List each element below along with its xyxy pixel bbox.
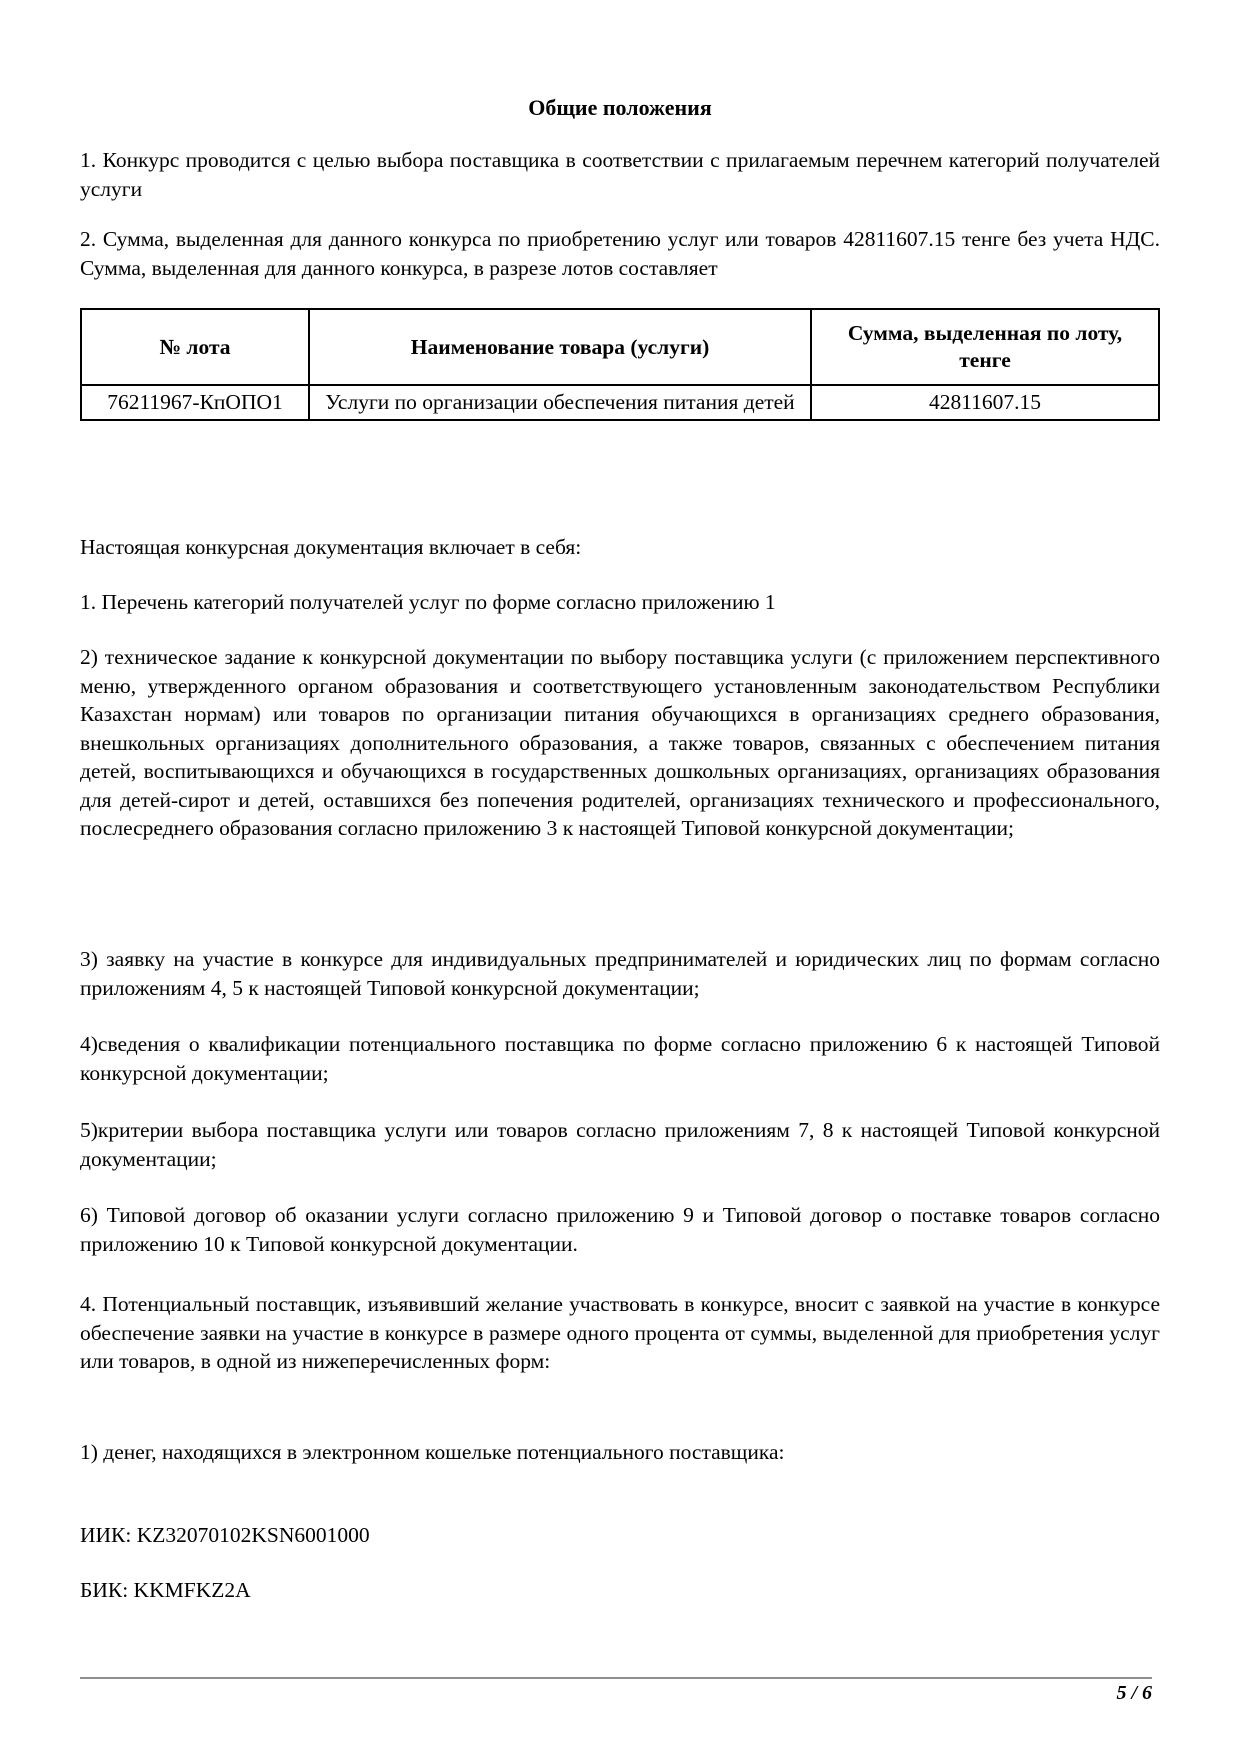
paragraph-supplier-deposit: 4. Потенциальный поставщик, изъявивший желание участвовать в конкурсе, вносит с заявкой на участие в конкурсе обеспечение заявки на участие в конкурсе в размере одного процента от суммы, выделенной для приобретения услуг или товаров, в одной из нижеперечисленных форм: bbox=[80, 1292, 1160, 1373]
paragraph-bik: БИК: KKMFKZ2A bbox=[80, 1578, 251, 1602]
paragraph-item-2: 2) техническое задание к конкурсной документации по выбору поставщика услуги (с приложением перспективного меню, утвержденного органом образования и соответствующего установленным законодательством Республики Казахстан нормам) или товаров по организации питания обучающихся в организациях среднего образования, внешкольных организациях дополнительного образования, а также товаров, связанных с обеспечением питания детей, воспитывающихся и обучающихся в государственных дошкольных организациях, организациях образования для детей-сирот и детей, оставшихся без попечения родителей, организациях технического и профессионального, послесреднего образования согласно приложению 3 к настоящей Типовой конкурсной документации; bbox=[80, 645, 1160, 840]
paragraph-item-3: 3) заявку на участие в конкурсе для индивидуальных предпринимателей и юридических лиц по формам согласно приложениям 4, 5 к настоящей Типовой конкурсной документации; bbox=[80, 947, 1160, 1000]
page-title: Общие положения bbox=[528, 95, 712, 120]
lot-sum-cell: 42811607.15 bbox=[811, 385, 1159, 420]
lots-table-header-sum: Сумма, выделенная по лоту, тенге bbox=[811, 309, 1159, 385]
lots-table-header-item-name: Наименование товара (услуги) bbox=[309, 309, 811, 385]
paragraph-konkurs-goal: 1. Конкурс проводится с целью выбора поставщика в соответствии с прилагаемым перечнем категорий получателей услуги bbox=[80, 148, 1160, 201]
page-number: 5 / 6 bbox=[1116, 1682, 1152, 1704]
lots-table-header-row bbox=[81, 309, 1159, 385]
paragraph-docs-intro: Настоящая конкурсная документация включает в себя: bbox=[80, 535, 582, 559]
paragraph-item-5: 5)критерии выбора поставщика услуги или товаров согласно приложениям 7, 8 к настоящей Типовой конкурсной документации; bbox=[80, 1118, 1160, 1171]
paragraph-form-money: 1) денег, находящихся в электронном кошельке потенциального поставщика: bbox=[80, 1440, 785, 1464]
lots-table bbox=[80, 308, 1160, 421]
paragraph-iik: ИИК: KZ32070102KSN6001000 bbox=[80, 1523, 370, 1547]
paragraph-sum-allocated: 2. Сумма, выделенная для данного конкурса по приобретению услуг или товаров 42811607.15 тенге без учета НДС. Сумма, выделенная для данного конкурса, в разрезе лотов составляет bbox=[80, 227, 1160, 280]
lot-name-cell: Услуги по организации обеспечения питания детей bbox=[309, 385, 811, 420]
lots-table-header-lot-number: № лота bbox=[81, 309, 309, 385]
lot-number-cell: 76211967-КпОПО1 bbox=[81, 385, 309, 420]
lots-table-wrapper bbox=[80, 308, 1158, 421]
lots-table-row bbox=[81, 385, 1159, 420]
paragraph-item-4: 4)сведения о квалификации потенциального поставщика по форме согласно приложению 6 к настоящей Типовой конкурсной документации; bbox=[80, 1032, 1160, 1085]
footer-divider bbox=[80, 1677, 1152, 1679]
paragraph-item-6: 6) Типовой договор об оказании услуги согласно приложению 9 и Типовой договор о поставке товаров согласно приложению 10 к Типовой конкурсной документации. bbox=[80, 1203, 1160, 1256]
paragraph-item-1: 1. Перечень категорий получателей услуг по форме согласно приложению 1 bbox=[80, 590, 776, 614]
